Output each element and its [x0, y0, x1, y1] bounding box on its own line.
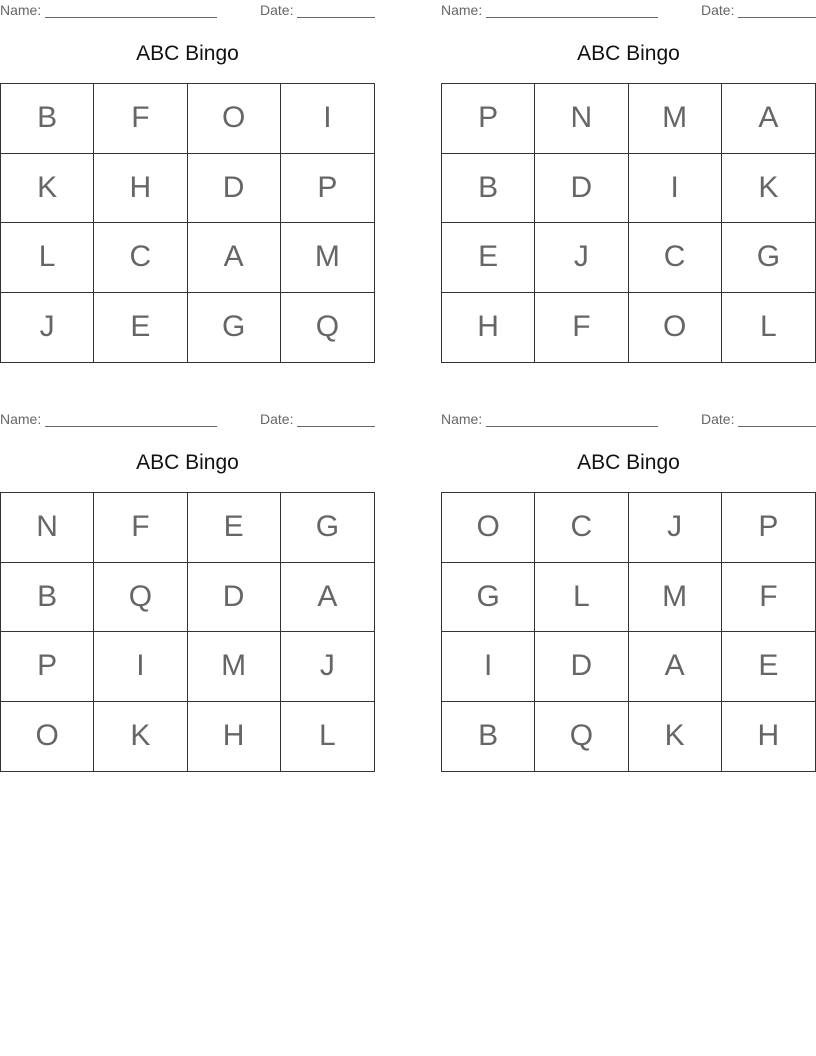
bingo-cell: M — [629, 84, 722, 154]
name-blank-line — [45, 17, 217, 18]
bingo-cell: J — [535, 223, 628, 293]
bingo-cell: O — [1, 702, 94, 772]
card-title: ABC Bingo — [136, 42, 239, 65]
bingo-grid — [441, 492, 816, 772]
name-date-row — [441, 411, 816, 427]
bingo-cell: A — [281, 563, 374, 633]
bingo-cell: E — [722, 632, 815, 702]
name-label: Name: — [441, 2, 483, 18]
bingo-cell: F — [94, 493, 187, 563]
bingo-cell: D — [188, 563, 281, 633]
bingo-cell: G — [722, 223, 815, 293]
bingo-grid — [441, 83, 816, 363]
bingo-cell: K — [629, 702, 722, 772]
bingo-grid — [0, 83, 375, 363]
bingo-cell: L — [319, 719, 336, 753]
bingo-cell: I — [281, 84, 374, 154]
bingo-cell: D — [188, 154, 281, 224]
bingo-cell: P — [1, 632, 94, 702]
name-blank-line — [45, 426, 217, 427]
bingo-cell: B — [442, 154, 535, 224]
name-blank-line — [486, 17, 658, 18]
bingo-cell: N — [535, 84, 628, 154]
date-blank-line — [297, 17, 375, 18]
date-blank-line — [297, 426, 375, 427]
bingo-cell: F — [535, 293, 628, 363]
bingo-cell: E — [94, 293, 187, 363]
bingo-cell: I — [94, 632, 187, 702]
bingo-cell: Q — [94, 563, 187, 633]
bingo-cell: O — [442, 493, 535, 563]
bingo-cell: F — [722, 563, 815, 633]
name-date-row — [0, 411, 375, 427]
bingo-cell: K — [1, 154, 94, 224]
bingo-cell: C — [94, 223, 187, 293]
bingo-cell: G — [281, 493, 374, 563]
bingo-cell: I — [442, 632, 535, 702]
bingo-cell: A — [629, 632, 722, 702]
bingo-cell: P — [722, 493, 815, 563]
bingo-cell: L — [760, 310, 777, 344]
bingo-cell: B — [442, 702, 535, 772]
bingo-cell: F — [94, 84, 187, 154]
bingo-cell: Q — [535, 702, 628, 772]
bingo-cell: P — [442, 84, 535, 154]
bingo-cell: H — [757, 719, 780, 753]
name-date-row — [0, 2, 375, 18]
bingo-cell: J — [1, 293, 94, 363]
name-label: Name: — [441, 411, 483, 427]
bingo-cell: M — [281, 223, 374, 293]
bingo-cell: J — [629, 493, 722, 563]
bingo-cell: P — [281, 154, 374, 224]
card-title: ABC Bingo — [577, 42, 680, 65]
date-label: Date: — [701, 411, 735, 427]
bingo-cell: D — [535, 154, 628, 224]
bingo-cell: C — [535, 493, 628, 563]
date-label: Date: — [701, 2, 735, 18]
bingo-cell: E — [188, 493, 281, 563]
bingo-grid — [0, 492, 375, 772]
name-blank-line — [486, 426, 658, 427]
card-title: ABC Bingo — [136, 451, 239, 474]
card-title: ABC Bingo — [577, 451, 680, 474]
bingo-cell: J — [281, 632, 374, 702]
date-blank-line — [738, 17, 816, 18]
bingo-cell: L — [1, 223, 94, 293]
date-label: Date: — [260, 411, 294, 427]
bingo-cell: O — [629, 293, 722, 363]
bingo-cell: A — [722, 84, 815, 154]
date-blank-line — [738, 426, 816, 427]
name-label: Name: — [0, 411, 42, 427]
name-date-row — [441, 2, 816, 18]
date-label: Date: — [260, 2, 294, 18]
bingo-cell: E — [442, 223, 535, 293]
bingo-cell: H — [188, 702, 281, 772]
bingo-cell: I — [629, 154, 722, 224]
bingo-cell: A — [188, 223, 281, 293]
bingo-cell: M — [629, 563, 722, 633]
bingo-cell: K — [94, 702, 187, 772]
bingo-cell: C — [629, 223, 722, 293]
bingo-cell: N — [1, 493, 94, 563]
bingo-cell: H — [442, 293, 535, 363]
bingo-cell: Q — [315, 310, 340, 344]
name-label: Name: — [0, 2, 42, 18]
bingo-cell: L — [535, 563, 628, 633]
bingo-cell: H — [94, 154, 187, 224]
bingo-cell: D — [535, 632, 628, 702]
bingo-cell: B — [1, 84, 94, 154]
bingo-cell: M — [188, 632, 281, 702]
bingo-cell: K — [722, 154, 815, 224]
bingo-cell: B — [1, 563, 94, 633]
bingo-cell: G — [442, 563, 535, 633]
bingo-cell: O — [188, 84, 281, 154]
bingo-cell: G — [188, 293, 281, 363]
